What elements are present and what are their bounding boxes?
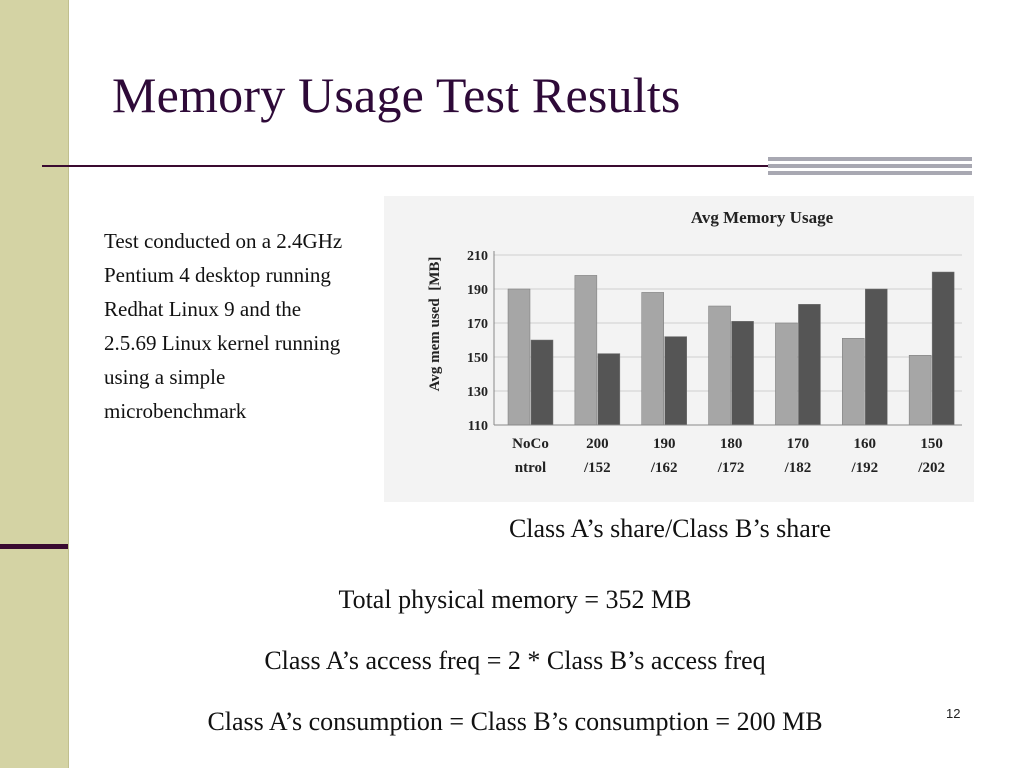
y-tick-label-210: 210 [467,249,488,264]
x-tick-label-4-1: /182 [784,460,812,476]
bar-series1-1 [575,275,597,425]
left-decorative-band [0,0,69,768]
chart-bars [508,272,954,425]
bar-series1-5 [842,338,864,425]
note-access-frequency: Class A’s access freq = 2 * Class B’s access freq [264,646,766,675]
note-consumption: Class A’s consumption = Class B’s consumption = 200 MB [207,707,823,736]
slide-title: Memory Usage Test Results [112,67,681,123]
y-tick-label-130: 130 [467,385,488,400]
x-tick-label-2-0: 190 [652,436,676,452]
x-tick-label-6-0: 150 [920,436,943,452]
bar-series2-0 [531,340,553,425]
chart-title: Avg Memory Usage [690,208,834,227]
x-tick-label-0-0: NoCo [512,436,549,452]
note-total-memory: Total physical memory = 352 MB [338,585,692,614]
test-description: Test conducted on a 2.4GHz Pentium 4 desktop running Redhat Linux 9 and the 2.5.69 Linux kernel running using a simple microbenchmark [104,229,343,423]
bar-series1-2 [642,292,664,425]
x-tick-label-6-1: /202 [918,460,945,476]
bar-series2-3 [732,321,754,425]
x-tick-label-3-0: 180 [719,436,743,452]
x-tick-label-5-1: /192 [851,460,879,476]
x-tick-label-2-1: /162 [650,460,678,476]
x-tick-label-5-0: 160 [853,436,877,452]
memory-usage-chart [384,196,974,502]
y-tick-label-150: 150 [467,351,488,366]
bar-series2-6 [932,272,954,425]
slide-number: 12 [946,706,961,721]
test-parameters [100,580,930,763]
x-tick-label-0-1: ntrol [514,460,547,476]
x-tick-label-1-1: /152 [584,460,611,476]
y-tick-label-190: 190 [467,283,488,298]
chart-x-caption: Class A’s share/Class B’s share [508,514,832,543]
bar-series2-4 [798,304,820,425]
y-tick-label-110: 110 [467,419,488,434]
x-tick-label-3-1: /172 [717,460,745,476]
y-tick-label-170: 170 [467,317,488,332]
title-accent-stripes [768,157,972,177]
title-divider-line [42,165,770,167]
bar-series1-0 [508,289,530,425]
left-band-divider [0,544,68,549]
bar-series1-6 [909,355,931,425]
bar-series1-3 [709,306,731,425]
bar-series2-2 [665,337,687,425]
bar-series2-5 [865,289,887,425]
chart-y-axis-label: Avg mem used [MB] [427,256,443,392]
bar-series2-1 [598,354,620,425]
x-tick-label-4-0: 170 [786,436,810,452]
chart-canvas [384,196,974,502]
x-tick-label-1-0: 200 [586,436,609,452]
bar-series1-4 [775,323,797,425]
